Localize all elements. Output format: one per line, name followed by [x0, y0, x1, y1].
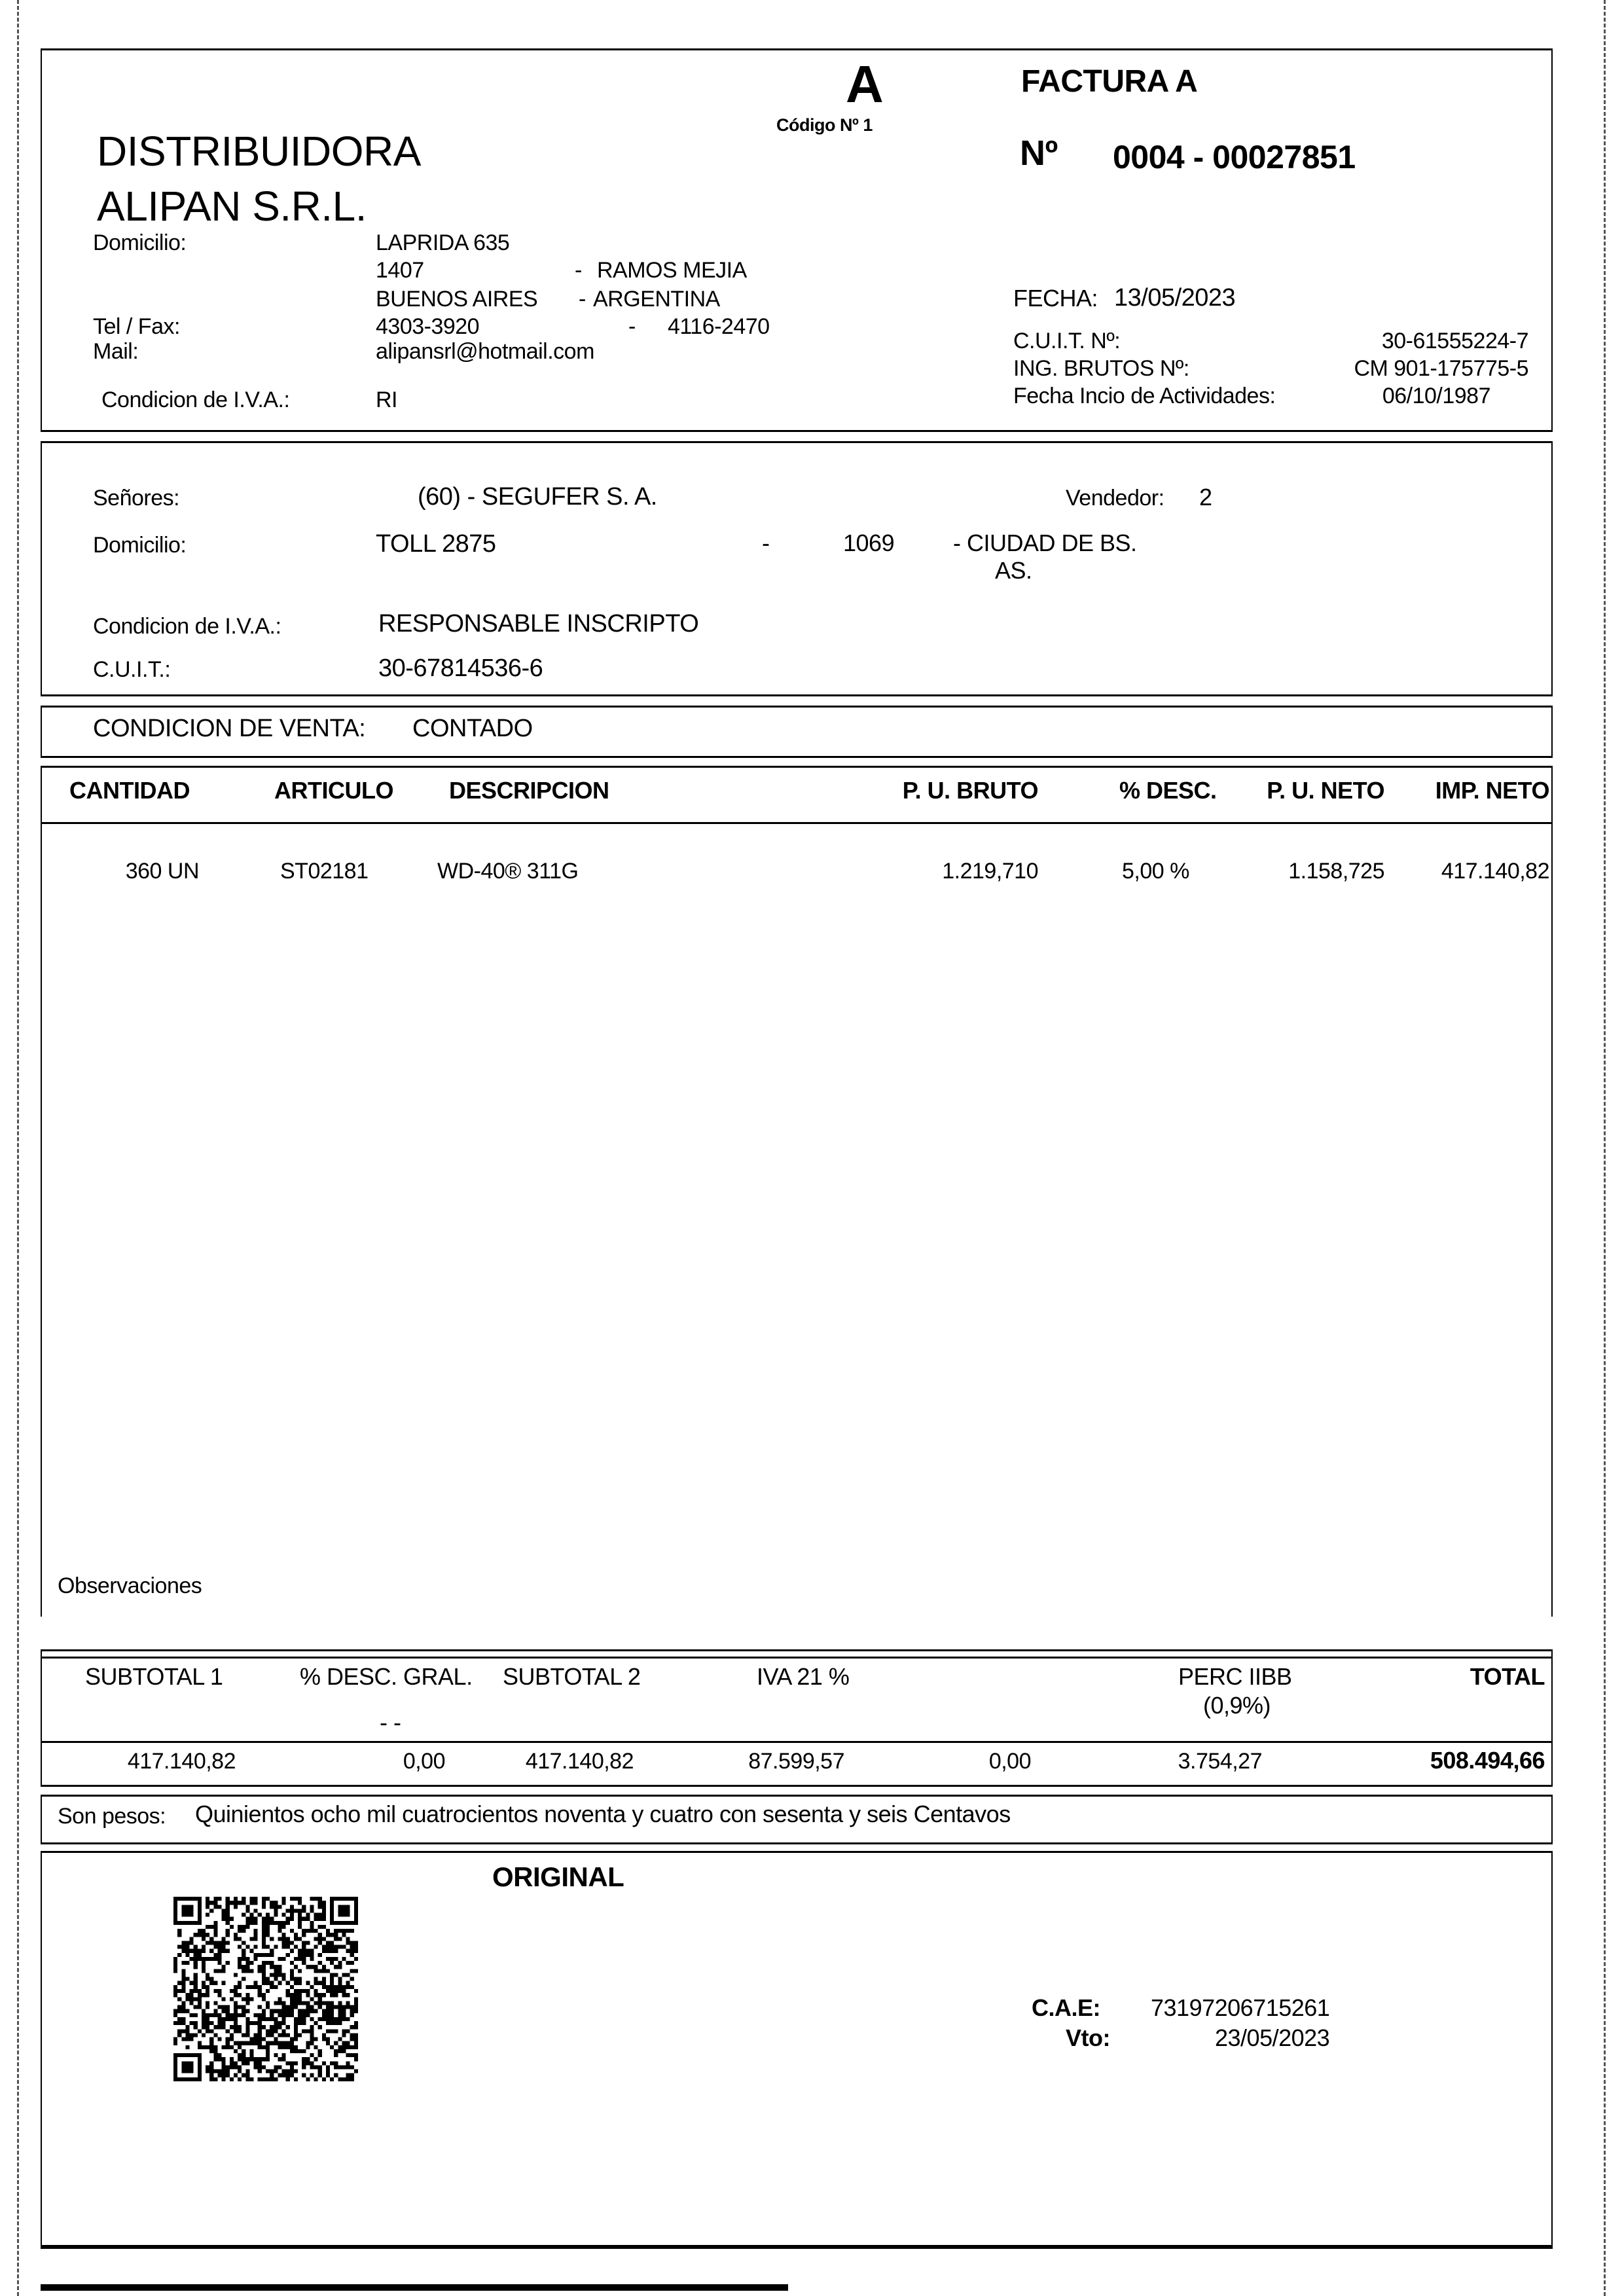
item-cantidad: 360 UN: [125, 859, 199, 884]
customer-iva-value: RESPONSABLE INSCRIPTO: [378, 610, 699, 637]
company-dash-2: -: [579, 287, 586, 312]
col-header-imp-neto: IMP. NETO: [1435, 777, 1549, 804]
total-header-perc-iibb-rate: (0,9%): [1203, 1692, 1271, 1719]
company-name-line1: DISTRIBUIDORA: [97, 128, 421, 175]
total-header-iva21: IVA 21 %: [757, 1663, 850, 1690]
items-box: [41, 766, 1553, 1617]
company-telfax-label: Tel / Fax:: [93, 314, 180, 339]
total-header-desc-gral: % DESC. GRAL.: [300, 1663, 473, 1690]
observaciones-label: Observaciones: [58, 1573, 202, 1598]
customer-city-line1: - CIUDAD DE BS.: [953, 529, 1137, 556]
company-phone1: 4303-3920: [376, 314, 480, 339]
item-articulo: ST02181: [280, 859, 369, 884]
senores-value: (60) - SEGUFER S. A.: [418, 483, 657, 511]
company-domicilio-label: Domicilio:: [93, 230, 187, 255]
iibb-label: ING. BRUTOS Nº:: [1013, 356, 1189, 381]
col-header-pu-neto: P. U. NETO: [1267, 777, 1384, 804]
col-header-cantidad: CANTIDAD: [69, 777, 190, 804]
senores-label: Señores:: [93, 486, 180, 511]
qr-code: [173, 1897, 358, 2081]
total-value-extra: 0,00: [988, 1749, 1031, 1774]
company-city: RAMOS MEJIA: [597, 258, 747, 283]
col-header-pu-bruto: P. U. BRUTO: [902, 777, 1038, 804]
total-value-subtotal1: 417.140,82: [127, 1749, 236, 1774]
cae-label: C.A.E:: [1032, 1994, 1100, 2021]
company-iva-label: Condicion de I.V.A.:: [101, 387, 290, 412]
desc-gral-placeholder: - -: [380, 1709, 401, 1736]
invoice-number-label: Nº: [1020, 134, 1058, 173]
item-descripcion: WD-40® 311G: [437, 859, 579, 884]
item-imp-neto: 417.140,82: [1441, 859, 1549, 884]
total-header-subtotal2: SUBTOTAL 2: [503, 1663, 641, 1690]
company-cuit-label: C.U.I.T. Nº:: [1013, 329, 1121, 353]
invoice-number: 0004 - 00027851: [1113, 139, 1356, 175]
company-phone2: 4116-2470: [668, 314, 770, 339]
company-state: BUENOS AIRES: [376, 287, 538, 312]
inicio-actividades-value: 06/10/1987: [1382, 384, 1490, 408]
left-perforation-line: [17, 0, 19, 2296]
vto-label: Vto:: [1066, 2024, 1110, 2051]
bottom-print-bar: [41, 2284, 788, 2291]
item-pu-neto: 1.158,725: [1288, 859, 1384, 884]
customer-cuit-value: 30-67814536-6: [378, 655, 543, 682]
total-value-perc-iibb: 3.754,27: [1178, 1749, 1262, 1774]
company-country: ARGENTINA: [593, 287, 720, 312]
customer-domicilio-label: Domicilio:: [93, 533, 187, 558]
total-value-desc-gral: 0,00: [403, 1749, 445, 1774]
customer-dash: -: [762, 529, 770, 556]
right-perforation-line: [1604, 0, 1606, 2296]
vendedor-value: 2: [1199, 484, 1212, 511]
company-dash-3: -: [628, 314, 636, 339]
company-zip: 1407: [376, 258, 424, 283]
col-header-articulo: ARTICULO: [274, 777, 393, 804]
inicio-actividades-label: Fecha Incio de Actividades:: [1013, 384, 1276, 408]
company-street: LAPRIDA 635: [376, 230, 510, 255]
company-cuit-value: 30-61555224-7: [1381, 329, 1528, 353]
total-header-perc-iibb: PERC IIBB: [1178, 1663, 1292, 1690]
company-dash-1: -: [575, 258, 582, 283]
col-header-descripcion: DESCRIPCION: [449, 777, 609, 804]
invoice-letter: A: [846, 55, 884, 113]
total-value-total: 508.494,66: [1430, 1747, 1545, 1774]
doc-type-title: FACTURA A: [1021, 64, 1198, 99]
copy-type-label: ORIGINAL: [492, 1861, 624, 1892]
sale-condition-value: CONTADO: [412, 715, 533, 742]
total-header-total: TOTAL: [1470, 1663, 1545, 1690]
cae-value: 73197206715261: [1151, 1994, 1330, 2021]
customer-iva-label: Condicion de I.V.A.:: [93, 614, 281, 639]
company-mail: alipansrl@hotmail.com: [376, 339, 594, 364]
company-iva-value: RI: [376, 387, 397, 412]
totals-double-top-line: [41, 1657, 1553, 1659]
invoice-letter-code: Código Nº 1: [776, 115, 873, 135]
totals-separator-line: [41, 1741, 1553, 1743]
item-pu-bruto: 1.219,710: [942, 859, 1038, 884]
total-header-subtotal1: SUBTOTAL 1: [85, 1663, 223, 1690]
company-mail-label: Mail:: [93, 339, 139, 364]
header-box: [41, 48, 1553, 432]
total-value-iva21: 87.599,57: [748, 1749, 844, 1774]
fecha-label: FECHA:: [1013, 285, 1098, 312]
amount-words-text: Quinientos ocho mil cuatrocientos noventa y cuatro con sesenta y seis Centavos: [195, 1801, 1011, 1827]
fecha-value: 13/05/2023: [1114, 284, 1236, 312]
customer-street: TOLL 2875: [376, 530, 496, 558]
vendedor-label: Vendedor:: [1066, 486, 1164, 511]
col-header-desc-pct: % DESC.: [1119, 777, 1217, 804]
items-header-underline: [41, 822, 1553, 824]
total-value-subtotal2: 417.140,82: [525, 1749, 634, 1774]
customer-cuit-label: C.U.I.T.:: [93, 657, 171, 682]
customer-box: [41, 441, 1553, 696]
customer-zip: 1069: [843, 529, 895, 556]
customer-city-line2: AS.: [995, 557, 1032, 584]
company-name-line2: ALIPAN S.R.L.: [97, 183, 367, 230]
iibb-value: CM 901-175775-5: [1354, 356, 1528, 381]
item-desc-pct: 5,00 %: [1122, 859, 1189, 884]
sale-condition-label: CONDICION DE VENTA:: [93, 715, 366, 742]
amount-words-label: Son pesos:: [58, 1804, 166, 1829]
vto-value: 23/05/2023: [1215, 2024, 1330, 2051]
